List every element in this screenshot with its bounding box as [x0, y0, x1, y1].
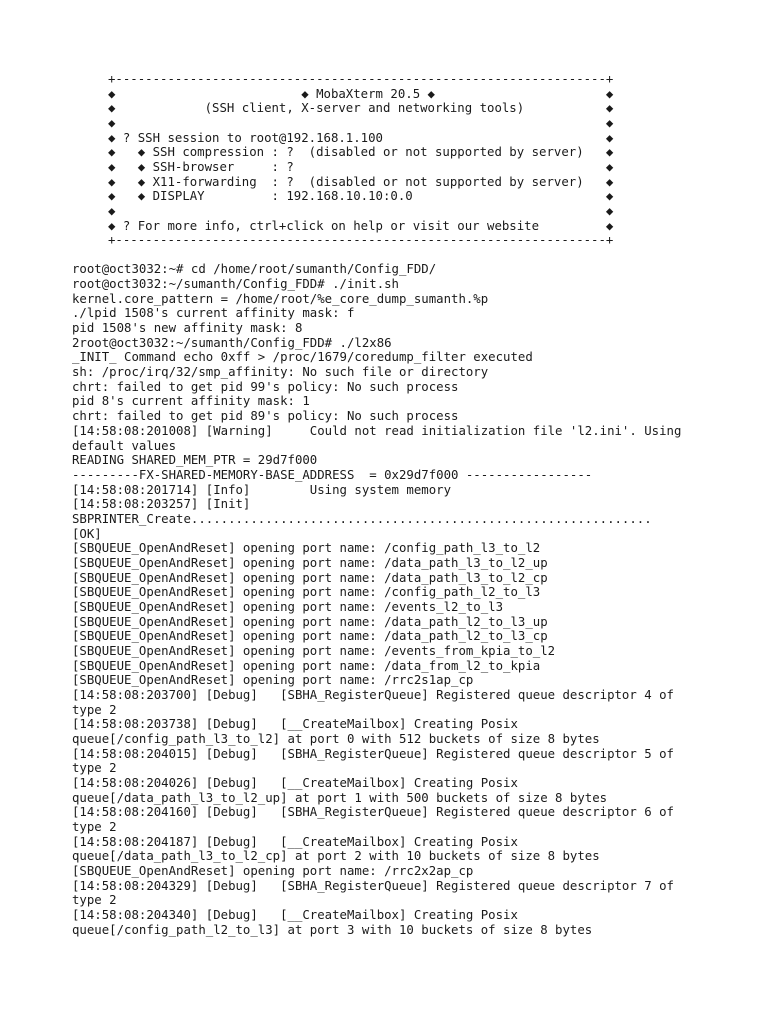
banner-line: ◆ ◆	[108, 116, 614, 130]
output-line: [14:58:08:204340] [Debug] [__CreateMailbox] Creating Posix	[72, 908, 518, 922]
output-line: SBPRINTER_Create..............................................................	[72, 512, 652, 526]
output-line: [14:58:08:204026] [Debug] [__CreateMailbox] Creating Posix	[72, 776, 518, 790]
output-line: type 2	[72, 761, 117, 775]
output-line: pid 1508's new affinity mask: 8	[72, 321, 303, 335]
output-line: [14:58:08:204015] [Debug] [SBHA_RegisterQueue] Registered queue descriptor 5 of	[72, 747, 674, 761]
banner-line: ◆ ◆ SSH compression : ? (disabled or not supported by server) ◆	[108, 145, 614, 159]
output-line: ---------FX-SHARED-MEMORY-BASE_ADDRESS = 0x29d7f000 -----------------	[72, 468, 593, 482]
output-line: pid 8's current affinity mask: 1	[72, 394, 310, 408]
output-line: [14:58:08:203700] [Debug] [SBHA_RegisterQueue] Registered queue descriptor 4 of	[72, 688, 674, 702]
banner-line: ◆ ◆ DISPLAY : 192.168.10.10:0.0 ◆	[108, 189, 614, 203]
output-line: [SBQUEUE_OpenAndReset] opening port name: /rrc2s1ap_cp	[72, 673, 474, 687]
output-line: _INIT_ Command echo 0xff > /proc/1679/coredump_filter executed	[72, 350, 533, 364]
output-line: default values	[72, 439, 177, 453]
output-line: queue[/config_path_l2_to_l3] at port 3 with 10 buckets of size 8 bytes	[72, 923, 593, 937]
output-line: [14:58:08:204329] [Debug] [SBHA_RegisterQueue] Registered queue descriptor 7 of	[72, 879, 674, 893]
output-line: chrt: failed to get pid 89's policy: No such process	[72, 409, 459, 423]
banner-line: ◆ ◆ X11-forwarding : ? (disabled or not supported by server) ◆	[108, 175, 614, 189]
output-line: [14:58:08:203257] [Init]	[72, 497, 251, 511]
banner-line: ◆ ◆ SSH-browser : ? ◆	[108, 160, 614, 174]
output-line: [14:58:08:204187] [Debug] [__CreateMailbox] Creating Posix	[72, 835, 518, 849]
output-line: [SBQUEUE_OpenAndReset] opening port name: /data_path_l2_to_l3_up	[72, 615, 548, 629]
banner-line: ◆ ? SSH session to root@192.168.1.100 ◆	[108, 131, 614, 145]
output-line: queue[/data_path_l3_to_l2_up] at port 1 with 500 buckets of size 8 bytes	[72, 791, 608, 805]
output-line: [SBQUEUE_OpenAndReset] opening port name: /rrc2x2ap_cp	[72, 864, 474, 878]
output-line: chrt: failed to get pid 99's policy: No such process	[72, 380, 459, 394]
output-line: [14:58:08:201008] [Warning] Could not read initialization file 'l2.ini'. Using	[72, 424, 682, 438]
banner-line: ◆ ◆	[108, 204, 614, 218]
output-line: [SBQUEUE_OpenAndReset] opening port name: /data_path_l2_to_l3_cp	[72, 629, 548, 643]
output-line: [SBQUEUE_OpenAndReset] opening port name: /config_path_l3_to_l2	[72, 541, 541, 555]
output-line: queue[/config_path_l3_to_l2] at port 0 with 512 buckets of size 8 bytes	[72, 732, 600, 746]
output-line: 2root@oct3032:~/sumanth/Config_FDD# ./l2x86	[72, 336, 392, 350]
output-line: type 2	[72, 703, 117, 717]
output-line: READING SHARED_MEM_PTR = 29d7f000	[72, 453, 318, 467]
output-line: sh: /proc/irq/32/smp_affinity: No such file or directory	[72, 365, 489, 379]
output-line: queue[/data_path_l3_to_l2_cp] at port 2 with 10 buckets of size 8 bytes	[72, 849, 600, 863]
banner-line: ◆ (SSH client, X-server and networking tools) ◆	[108, 101, 614, 115]
banner-line: ◆ ◆ MobaXterm 20.5 ◆ ◆	[108, 87, 614, 101]
output-line: ./lpid 1508's current affinity mask: f	[72, 306, 355, 320]
output-line: root@oct3032:~# cd /home/root/sumanth/Config_FDD/	[72, 262, 437, 276]
output-line: [14:58:08:201714] [Info] Using system memory	[72, 483, 452, 497]
output-line: [14:58:08:203738] [Debug] [__CreateMailbox] Creating Posix	[72, 717, 518, 731]
output-line: [SBQUEUE_OpenAndReset] opening port name: /config_path_l2_to_l3	[72, 585, 541, 599]
banner-line: ◆ ? For more info, ctrl+click on help or visit our website ◆	[108, 219, 614, 233]
banner-line: +------------------------------------------------------------------+	[108, 233, 614, 247]
output-line: [14:58:08:204160] [Debug] [SBHA_RegisterQueue] Registered queue descriptor 6 of	[72, 805, 674, 819]
output-line: root@oct3032:~/sumanth/Config_FDD# ./init.sh	[72, 277, 399, 291]
output-line: type 2	[72, 893, 117, 907]
output-line: [SBQUEUE_OpenAndReset] opening port name: /events_from_kpia_to_l2	[72, 644, 556, 658]
output-line: [SBQUEUE_OpenAndReset] opening port name: /data_path_l3_to_l2_cp	[72, 571, 548, 585]
output-line: [SBQUEUE_OpenAndReset] opening port name: /events_l2_to_l3	[72, 600, 504, 614]
output-line: [OK]	[72, 527, 102, 541]
output-line: [SBQUEUE_OpenAndReset] opening port name: /data_path_l3_to_l2_up	[72, 556, 548, 570]
output-line: type 2	[72, 820, 117, 834]
banner-line: +------------------------------------------------------------------+	[108, 72, 614, 86]
output-line: kernel.core_pattern = /home/root/%e_core_dump_sumanth.%p	[72, 292, 489, 306]
output-line: [SBQUEUE_OpenAndReset] opening port name: /data_from_l2_to_kpia	[72, 659, 541, 673]
